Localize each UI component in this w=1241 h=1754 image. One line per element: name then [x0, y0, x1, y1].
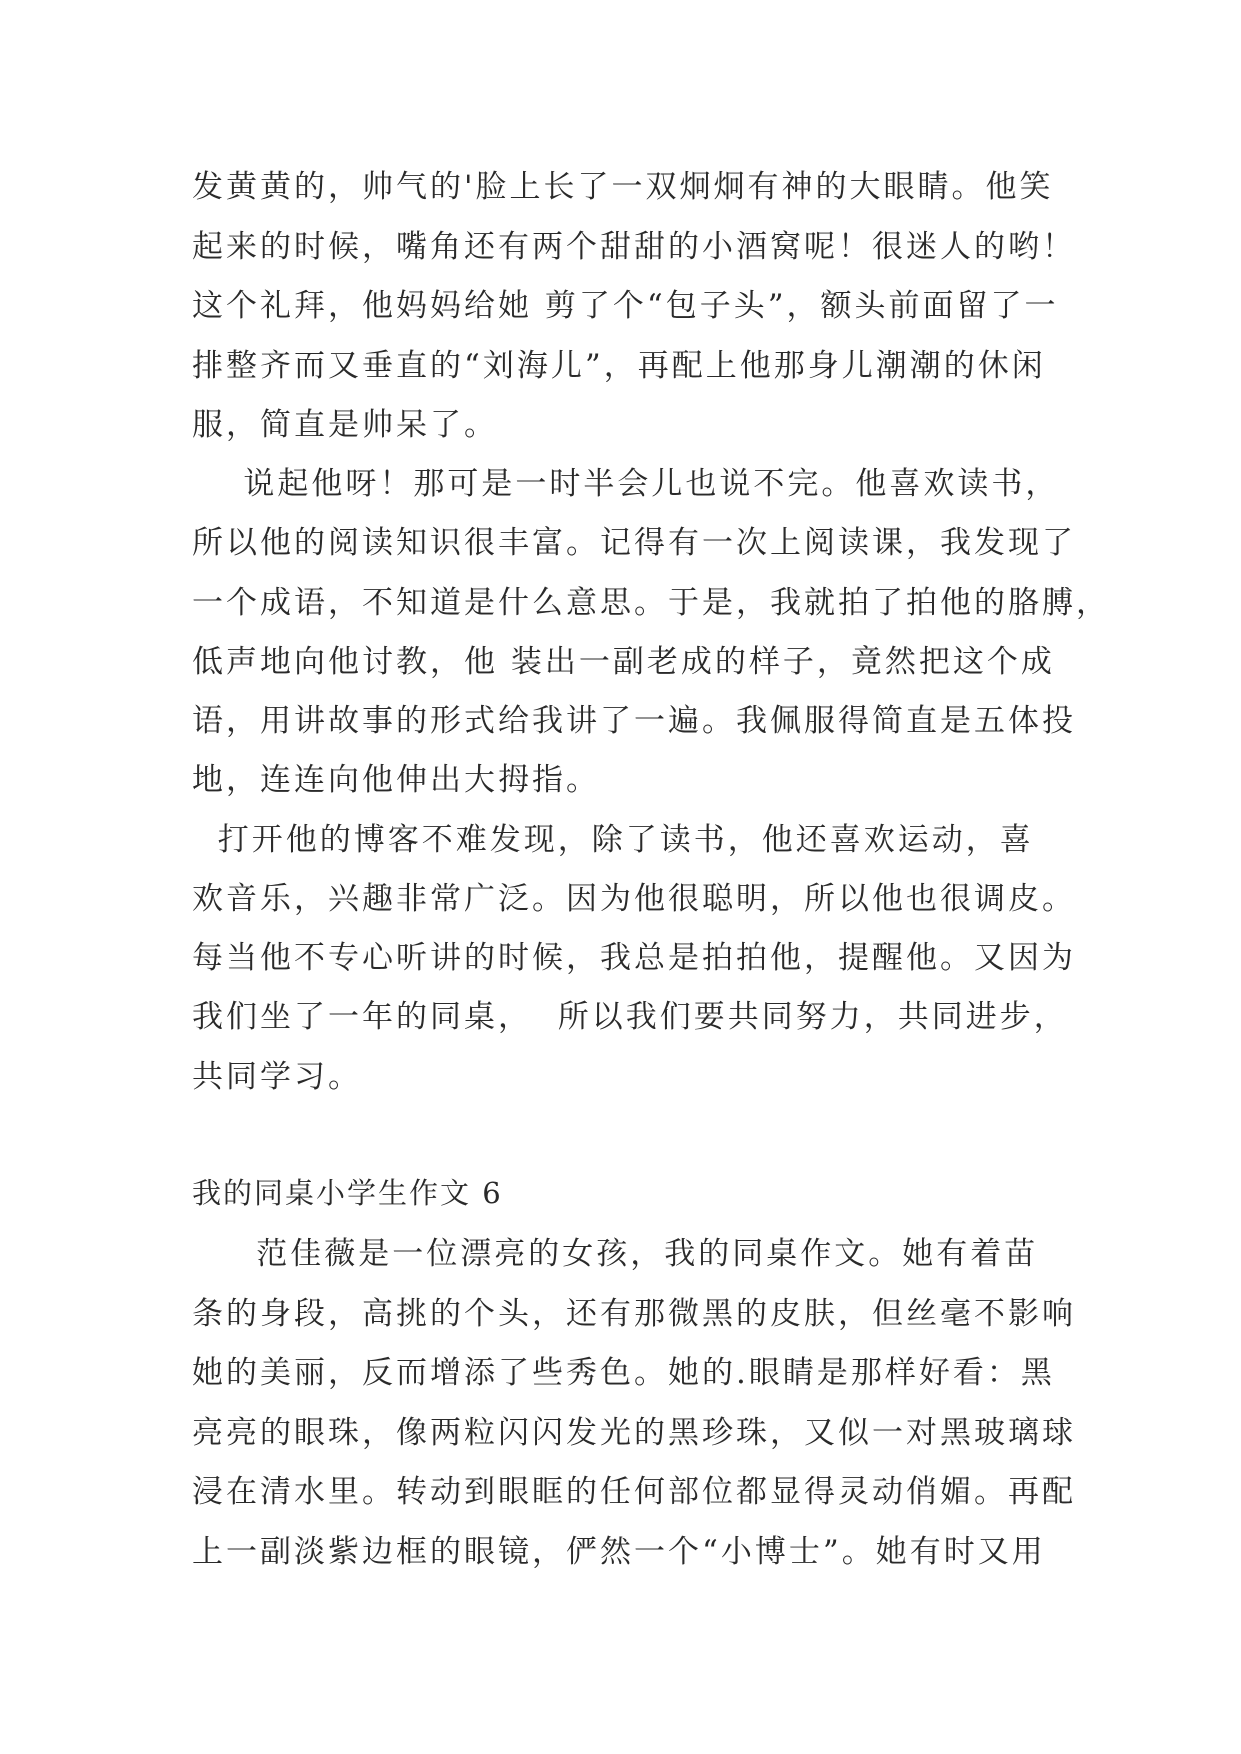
text-line: 共同学习。: [192, 1059, 362, 1095]
text-line: 所以他的阅读知识很丰富。记得有一次上阅读课，我发现了: [192, 525, 1076, 561]
text-line: 范佳薇是一位漂亮的女孩，我的同桌作文。她有着苗: [192, 1236, 1039, 1272]
text-line: 每当他不专心听讲的时候，我总是拍拍他，提醒他。又因为: [192, 940, 1076, 976]
text-line: 她的美丽，反而增添了些秀色。她的.眼睛是那样好看：黑: [192, 1355, 1055, 1391]
text-line: 亮亮的眼珠，像两粒闪闪发光的黑珍珠，又似一对黑玻璃球: [192, 1415, 1076, 1451]
text-line: 这个礼拜，他妈妈给她 剪了个“包子头”，额头前面留了一: [192, 288, 1059, 324]
text-line: 上一副淡紫边框的眼镜，俨然一个“小博士”。她有时又用: [192, 1534, 1046, 1570]
text-line: 语，用讲故事的形式给我讲了一遍。我佩服得简直是五体投: [192, 703, 1076, 739]
section-heading: 我的同桌小学生作文 6: [192, 1176, 503, 1210]
text-line: 条的身段，高挑的个头，还有那微黑的皮肤，但丝毫不影响: [192, 1296, 1076, 1332]
text-line: 一个成语，不知道是什么意思。于是，我就拍了拍他的胳膊，: [192, 585, 1110, 621]
text-line: 说起他呀！那可是一时半会儿也说不完。他喜欢读书，: [192, 466, 1060, 502]
text-line: 排整齐而又垂直的“刘海儿”，再配上他那身儿潮潮的休闲: [192, 348, 1046, 384]
text-line: 服，简直是帅呆了。: [192, 407, 498, 443]
text-line: 地，连连向他伸出大拇指。: [192, 762, 600, 798]
text-line: 欢音乐，兴趣非常广泛。因为他很聪明，所以他也很调皮。: [192, 881, 1076, 917]
text-line: 起来的时候，嘴角还有两个甜甜的小酒窝呢！很迷人的哟！: [192, 229, 1076, 265]
text-line: 发黄黄的，帅气的'脸上长了一双炯炯有神的大眼睛。他笑: [192, 169, 1054, 205]
text-line: 低声地向他讨教，他 装出一副老成的样子，竟然把这个成: [192, 644, 1055, 680]
text-line: 我们坐了一年的同桌， 所以我们要共同努力，共同进步，: [192, 999, 1068, 1035]
text-line: 打开他的博客不难发现，除了读书，他还喜欢运动，喜: [192, 822, 1034, 858]
text-line: 浸在清水里。转动到眼眶的任何部位都显得灵动俏媚。再配: [192, 1474, 1076, 1510]
